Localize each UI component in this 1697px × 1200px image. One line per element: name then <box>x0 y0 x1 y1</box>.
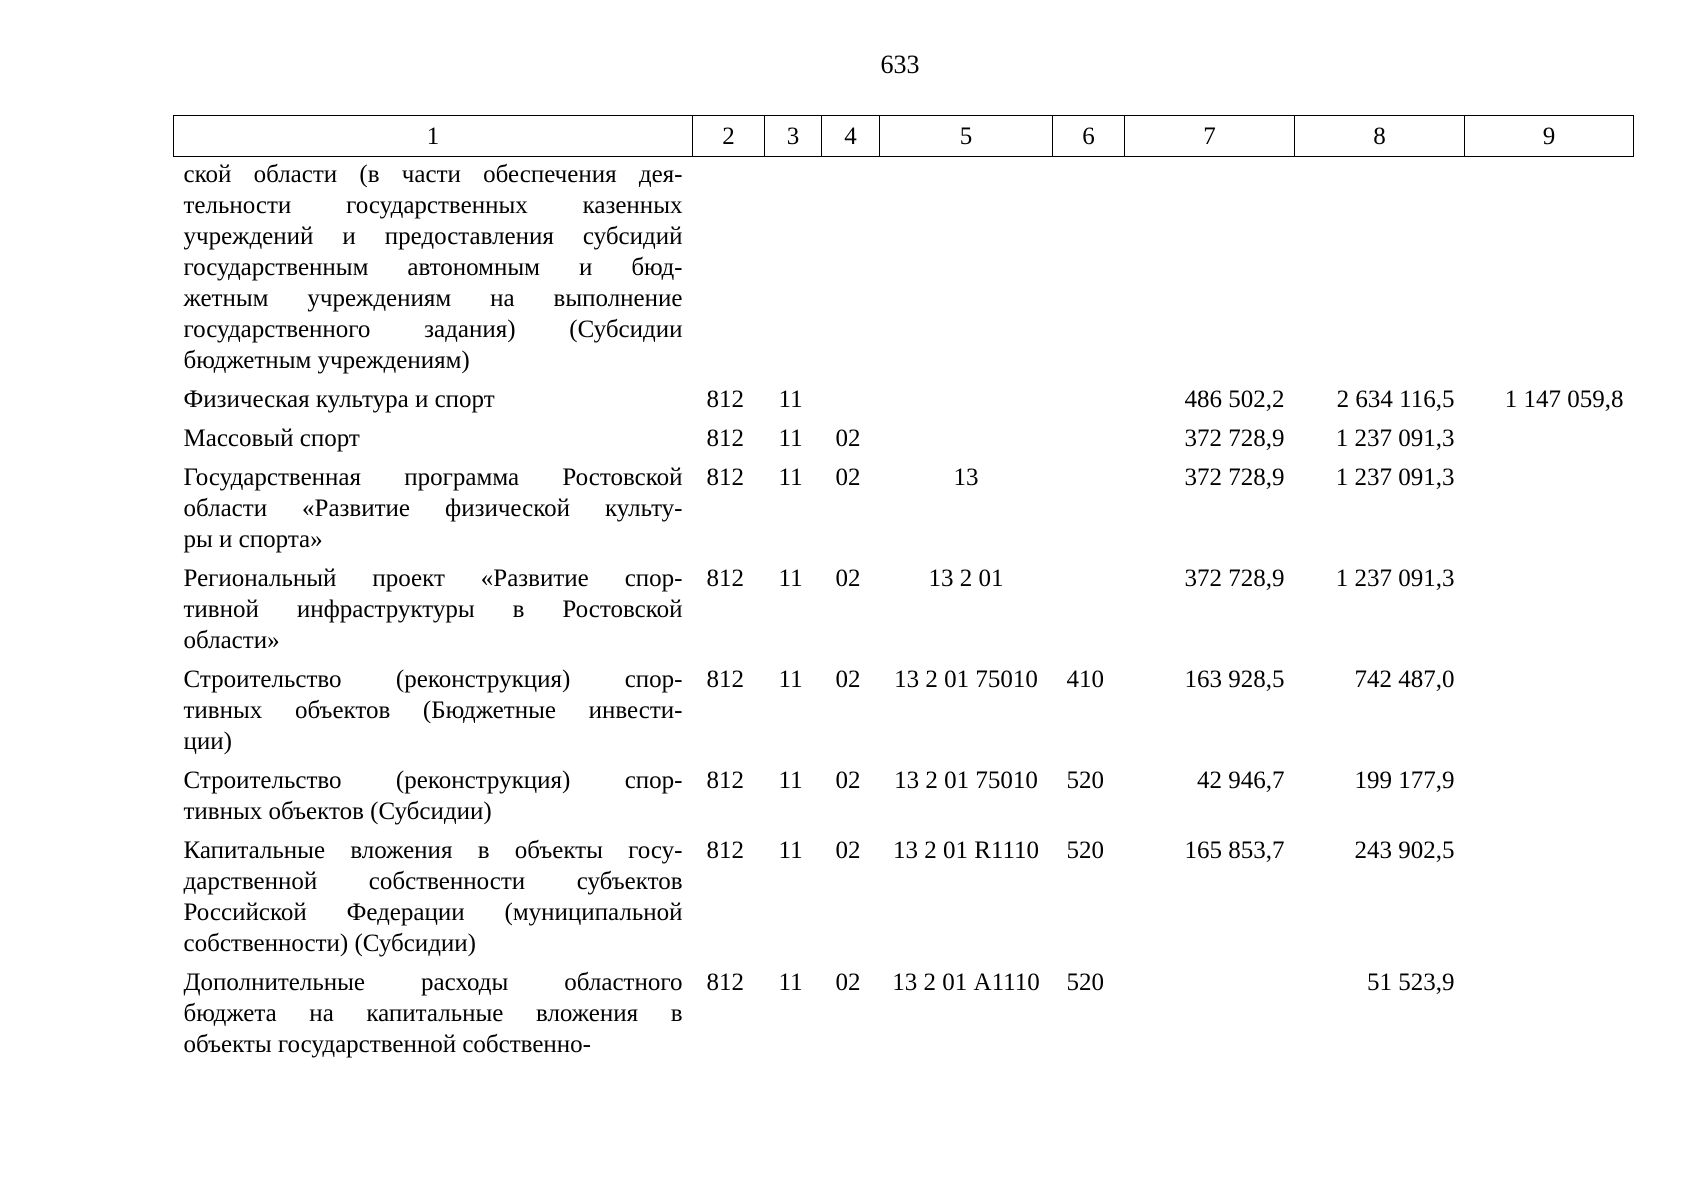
header-col-2: 2 <box>693 116 765 157</box>
code-section <box>765 157 822 377</box>
code-target-article: 13 2 01 А1110 <box>892 969 1040 996</box>
amount-col-8 <box>1295 157 1465 377</box>
description-line: области» <box>183 627 280 654</box>
description-line: государственным автономным и бюд- <box>183 254 683 281</box>
code-target-article <box>880 415 1053 454</box>
header-col-9: 9 <box>1465 116 1634 157</box>
header-row <box>174 116 1634 157</box>
code-subsection <box>822 376 880 415</box>
code-section: 11 <box>778 837 803 864</box>
code-grbs: 812 <box>706 666 744 693</box>
code-subsection: 02 <box>835 837 861 864</box>
code-grbs: 812 <box>706 386 744 413</box>
description-line: жетным учреждениям на выполнение <box>183 285 683 312</box>
code-expense-type <box>1053 454 1125 555</box>
amount-col-7: 163 928,5 <box>1184 666 1285 693</box>
code-subsection <box>822 157 880 377</box>
table-row <box>174 454 1634 555</box>
description-line: дарственной собственности субъектов <box>183 868 683 895</box>
description-line: ции) <box>183 728 232 755</box>
description-line: Физическая культура и спорт <box>183 386 495 413</box>
code-section: 11 <box>778 969 803 996</box>
code-grbs: 812 <box>706 767 744 794</box>
code-subsection: 02 <box>835 767 861 794</box>
amount-col-9 <box>1465 415 1634 454</box>
table-row <box>174 959 1634 1060</box>
amount-col-8: 1 237 091,3 <box>1335 565 1455 592</box>
code-grbs <box>693 157 765 377</box>
amount-col-9 <box>1465 656 1634 757</box>
code-section: 11 <box>778 767 803 794</box>
code-grbs: 812 <box>706 969 744 996</box>
amount-col-9 <box>1465 454 1634 555</box>
header-col-8: 8 <box>1295 116 1465 157</box>
amount-col-9: 1 147 059,8 <box>1504 386 1624 413</box>
code-section: 11 <box>778 425 803 452</box>
code-expense-type <box>1053 555 1125 656</box>
code-section: 11 <box>778 386 803 413</box>
row-description <box>174 656 693 757</box>
header-col-5: 5 <box>880 116 1053 157</box>
row-description <box>174 959 693 1060</box>
description-line: Массовый спорт <box>183 425 360 452</box>
code-target-article: 13 <box>953 464 979 491</box>
amount-col-7 <box>1125 959 1295 1060</box>
amount-col-7: 42 946,7 <box>1197 767 1285 794</box>
code-target-article <box>880 157 1053 377</box>
amount-col-9 <box>1465 555 1634 656</box>
amount-col-8: 243 902,5 <box>1354 837 1455 864</box>
amount-col-9 <box>1465 959 1634 1060</box>
description-line: Региональный проект «Развитие спор- <box>183 565 683 592</box>
description-line: Дополнительные расходы областного <box>183 969 683 996</box>
row-description <box>174 827 693 959</box>
description-line: Строительство (реконструкция) спор- <box>183 666 683 693</box>
code-section: 11 <box>778 464 803 491</box>
description-line: ры и спорта» <box>183 526 323 553</box>
table-row <box>174 656 1634 757</box>
code-subsection: 02 <box>835 425 861 452</box>
description-line: государственного задания) (Субсидии <box>183 316 683 343</box>
amount-col-9 <box>1465 757 1634 827</box>
row-description <box>174 555 693 656</box>
description-line: учреждений и предоставления субсидий <box>183 223 683 250</box>
amount-col-7: 372 728,9 <box>1184 425 1285 452</box>
budget-table <box>173 115 1634 1060</box>
table-row <box>174 415 1634 454</box>
code-target-article <box>880 376 1053 415</box>
description-line: тивных объектов (Субсидии) <box>183 798 492 825</box>
table-row <box>174 827 1634 959</box>
code-expense-type <box>1053 157 1125 377</box>
code-target-article: 13 2 01 75010 <box>894 666 1038 693</box>
header-col-6: 6 <box>1053 116 1125 157</box>
code-grbs: 812 <box>706 425 744 452</box>
amount-col-9 <box>1465 827 1634 959</box>
row-description <box>174 376 693 415</box>
amount-col-8: 1 237 091,3 <box>1335 425 1455 452</box>
header-col-1: 1 <box>174 116 693 157</box>
amount-col-7: 486 502,2 <box>1184 386 1285 413</box>
code-grbs: 812 <box>706 464 744 491</box>
table-row <box>174 157 1634 377</box>
table-row <box>174 376 1634 415</box>
amount-col-7 <box>1125 157 1295 377</box>
page-number: 633 <box>880 50 920 79</box>
row-description <box>174 454 693 555</box>
amount-col-8: 51 523,9 <box>1367 969 1455 996</box>
code-subsection: 02 <box>835 565 861 592</box>
description-line: Капитальные вложения в объекты госу- <box>183 837 683 864</box>
amount-col-8: 742 487,0 <box>1354 666 1455 693</box>
description-line: Строительство (реконструкция) спор- <box>183 767 683 794</box>
amount-col-8: 2 634 116,5 <box>1336 386 1455 413</box>
code-section: 11 <box>778 666 803 693</box>
row-description <box>174 157 693 377</box>
amount-col-8: 1 237 091,3 <box>1335 464 1455 491</box>
description-line: бюджета на капитальные вложения в <box>183 1000 683 1027</box>
row-description <box>174 415 693 454</box>
code-expense-type <box>1053 376 1125 415</box>
code-grbs: 812 <box>706 837 744 864</box>
description-line: ской области (в части обеспечения дея- <box>183 161 683 188</box>
code-subsection: 02 <box>835 666 861 693</box>
table-row <box>174 757 1634 827</box>
description-line: тельности государственных казенных <box>183 192 683 219</box>
description-line: Государственная программа Ростовской <box>183 464 683 491</box>
description-line: бюджетным учреждениям) <box>183 347 470 374</box>
code-target-article: 13 2 01 R1110 <box>892 837 1040 864</box>
description-line: области «Развитие физической культу- <box>183 495 683 522</box>
description-line: собственности) (Субсидии) <box>183 930 476 957</box>
code-target-article: 13 2 01 75010 <box>894 767 1038 794</box>
code-expense-type: 410 <box>1066 666 1104 693</box>
code-expense-type: 520 <box>1066 837 1104 864</box>
description-line: тивных объектов (Бюджетные инвести- <box>183 697 683 724</box>
code-expense-type: 520 <box>1066 767 1104 794</box>
code-section: 11 <box>778 565 803 592</box>
amount-col-7: 372 728,9 <box>1184 565 1285 592</box>
description-line: объекты государственной собственно- <box>183 1031 592 1058</box>
amount-col-8: 199 177,9 <box>1354 767 1455 794</box>
row-description <box>174 757 693 827</box>
code-expense-type: 520 <box>1066 969 1104 996</box>
amount-col-9 <box>1465 157 1634 377</box>
header-col-3: 3 <box>765 116 822 157</box>
code-grbs: 812 <box>706 565 744 592</box>
header-col-4: 4 <box>822 116 880 157</box>
description-line: Российской Федерации (муниципальной <box>183 899 683 926</box>
table-row <box>174 555 1634 656</box>
amount-col-7: 165 853,7 <box>1184 837 1285 864</box>
code-subsection: 02 <box>835 464 861 491</box>
amount-col-7: 372 728,9 <box>1184 464 1285 491</box>
header-col-7: 7 <box>1125 116 1295 157</box>
code-target-article: 13 2 01 <box>928 565 1004 592</box>
description-line: тивной инфраструктуры в Ростовской <box>183 596 683 623</box>
code-subsection: 02 <box>835 969 861 996</box>
code-expense-type <box>1053 415 1125 454</box>
